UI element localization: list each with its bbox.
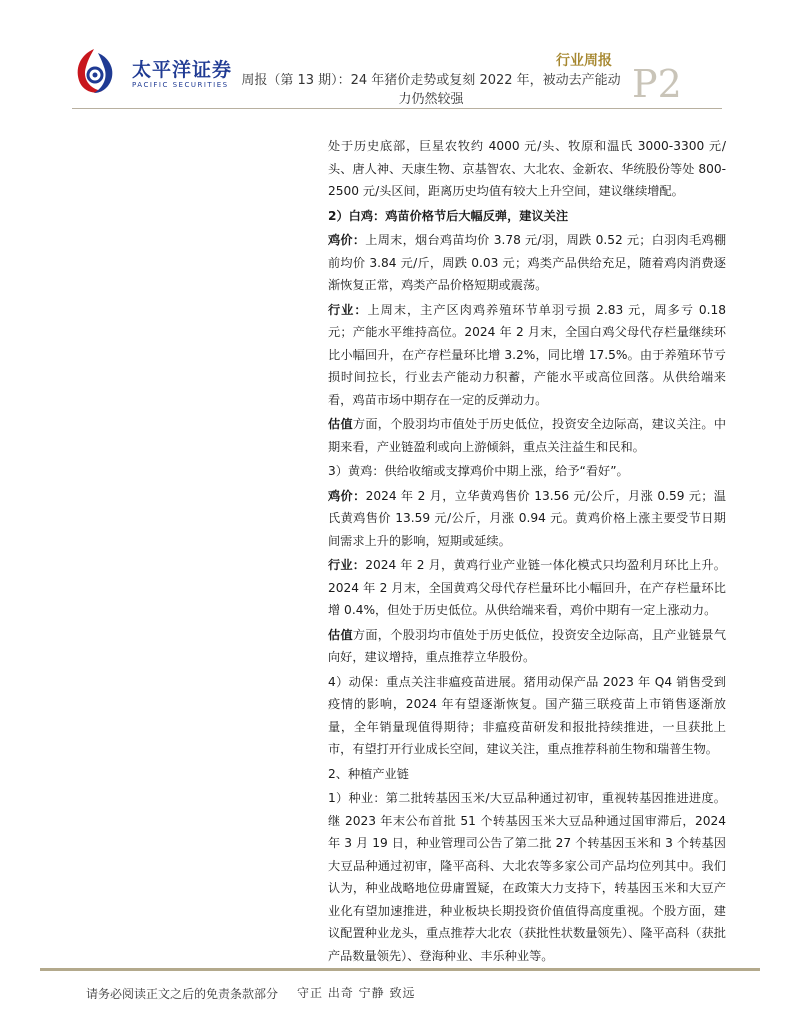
- paragraph-lead: 行业：: [328, 558, 366, 572]
- company-name-en: PACIFIC SECURITIES: [132, 81, 229, 89]
- body-paragraph: [328, 229, 726, 297]
- paragraph-text: 处于历史底部，巨星农牧约 4000 元/头、牧原和温氏 3000-3300 元/头、唐人神、天康生物、京基智农、大北农、金新农、华统股份等处 800-2500 元/头区间，距离历史均值有较大上升空间，建议继续增配。: [328, 139, 726, 198]
- paragraph-text: 上周末，烟台鸡苗均价 3.78 元/羽，周跌 0.52 元；白羽肉毛鸡棚前均价 3.84 元/斤，周跌 0.03 元；鸡类产品供给充足，随着鸡肉消费逐渐恢复正常，鸡类产品价格短期或震荡。: [328, 233, 727, 292]
- report-title: 周报（第 13 期）：24 年猪价走势或复刻 2022 年，被动去产能动力仍然较强: [241, 73, 621, 107]
- footer-disclaimer: 请务必阅读正文之后的免责条款部分: [86, 987, 279, 1001]
- paragraph-text: 3）黄鸡：供给收缩或支撑鸡价中期上涨，给予“看好”。: [328, 464, 629, 478]
- body-paragraph: [328, 671, 726, 761]
- paragraph-text: 4）动保：重点关注非瘟疫苗进展。猪用动保产品 2023 年 Q4 销售受到疫情的影响，2024 年有望逐渐恢复。国产猫三联疫苗上市销售逐渐放量，全年销量现值得期待；非瘟疫苗研发和报批持续推进，一旦获批上市，有望打开行业成长空间，建议关注，重点推荐科前生物和瑞普生物。: [328, 674, 726, 756]
- body-content: [328, 135, 726, 969]
- body-paragraph: [328, 205, 726, 228]
- body-paragraph: [328, 787, 726, 967]
- paragraph-lead: 估值: [328, 627, 353, 642]
- pacific-securities-logo-icon: [68, 45, 120, 97]
- body-paragraph: [328, 299, 726, 412]
- footer-divider: [40, 968, 760, 971]
- page-number: P2: [632, 62, 682, 106]
- header-divider: [72, 108, 722, 109]
- paragraph-lead: 2）白鸡：鸡苗价格节后大幅反弹，建议关注: [328, 208, 569, 223]
- paragraph-lead: 估值: [328, 417, 353, 431]
- paragraph-text: 2024 年 2 月，黄鸡行业产业链一体化模式只均盈利月环比上升。2024 年 2 月末，全国黄鸡父母代存栏量环比小幅回升，在产存栏量环比增 0.4%，但处于历史低位。从供给端来看，鸡价中期有一定上涨动力。: [328, 558, 726, 617]
- company-name-cn: 太平洋证券: [132, 59, 233, 81]
- body-paragraph: [328, 763, 726, 786]
- body-paragraph: [328, 135, 726, 203]
- paragraph-text: 2、种植产业链: [328, 766, 409, 781]
- footer-motto: 守正 出奇 宁静 致远: [297, 986, 416, 1000]
- paragraph-text: 上周末，主产区肉鸡养殖环节单羽亏损 2.83 元，周多亏 0.18 元；产能水平维持高位。2024 年 2 月末，全国白鸡父母代存栏量继续环比小幅回升，在产存栏量环比增 3.2%，同比增 17.5%。由于养殖环节亏损时间拉长，行业去产能动力积蓄，产能水平或高位回落。从供给端来看，鸡苗市场中期存在一定的反弹动力。: [328, 302, 726, 407]
- report-type: 行业周报: [556, 53, 612, 69]
- body-paragraph: [328, 554, 726, 622]
- paragraph-lead: 鸡价：: [328, 233, 366, 247]
- body-paragraph: [328, 485, 726, 553]
- paragraph-text: 方面，个股羽均市值处于历史低位，投资安全边际高，且产业链景气向好，建议增持，重点推荐立华股份。: [328, 627, 727, 664]
- body-paragraph: [328, 624, 726, 669]
- body-paragraph: [328, 413, 726, 458]
- paragraph-text: 1）种业：第二批转基因玉米/大豆品种通过初审，重视转基因推进进度。继 2023 年末公布首批 51 个转基因玉米大豆品种通过国审滞后，2024 年 3 月 19 日，种业管理司公告了第二批 27 个转基因玉米和 3 个转基因大豆品种通过初审，隆平高科、大北农等多家公司产品均位列其中。我们认为，种业战略地位毋庸置疑，在政策大力支持下，转基因玉米和大豆产业化有望加速推进，种业板块长期投资价值值得高度重视。个股方面，建议配置种业龙头，重点推荐大北农（获批性状数量领先）、隆平高科（获批产品数量领先）、登海种业、丰乐种业等。: [328, 791, 726, 963]
- paragraph-text: 2024 年 2 月，立华黄鸡售价 13.56 元/公斤，月涨 0.59 元；温氏黄鸡售价 13.59 元/公斤，月涨 0.94 元。黄鸡价格上涨主要受节日期间需求上升的影响，短期或延续。: [328, 488, 726, 548]
- body-paragraph: [328, 460, 726, 483]
- page-header: [0, 0, 791, 120]
- paragraph-text: 方面，个股羽均市值处于历史低位，投资安全边际高，建议关注。中期来看，产业链盈利或向上游倾斜，重点关注益生和民和。: [328, 417, 727, 454]
- paragraph-lead: 行业：: [328, 302, 368, 317]
- paragraph-lead: 鸡价：: [328, 488, 366, 503]
